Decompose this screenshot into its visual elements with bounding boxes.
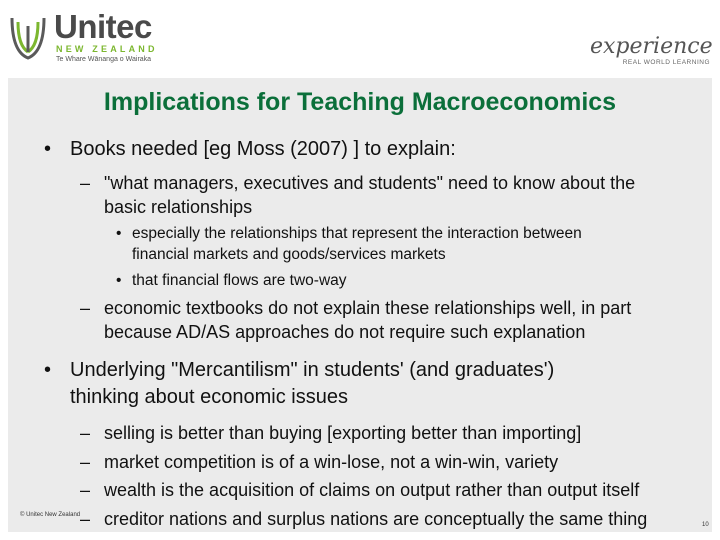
bullet-marker: • (116, 272, 122, 289)
subsub-especially-cont: financial markets and goods/services markets (132, 246, 446, 263)
bullet-mercantilism: Underlying "Mercantilism" in students' (and graduates') (70, 359, 555, 381)
dash-marker: – (80, 298, 91, 318)
subsub-two-way: that financial flows are two-way (132, 272, 347, 289)
subbullet-what-managers-cont: basic relationships (104, 197, 253, 217)
subbullet-textbooks-cont: because AD/AS approaches do not require such explanation (104, 322, 586, 342)
unitec-logo (8, 8, 168, 68)
dash-marker: – (80, 173, 91, 193)
dash-marker: – (80, 452, 91, 472)
bullet-marker: • (44, 359, 52, 381)
tagline-sub: REAL WORLD LEARNING (622, 59, 710, 66)
logo-country: NEW ZEALAND (56, 44, 158, 54)
subbullet-wealth: wealth is the acquisition of claims on output rather than output itself (104, 480, 640, 500)
slide-header (0, 0, 720, 78)
bullet-marker: • (44, 138, 52, 160)
footer-copyright: © Unitec New Zealand (20, 512, 81, 518)
dash-marker: – (80, 423, 91, 443)
logo-name: Unitec (54, 8, 152, 45)
logo-motto: Te Whare Wānanga o Wairaka (56, 56, 152, 63)
page-number: 10 (702, 522, 709, 528)
bullet-books: Books needed [eg Moss (2007) ] to explain: (70, 138, 456, 160)
subbullet-creditor-nations: creditor nations and surplus nations are conceptually the same thing (104, 509, 648, 529)
subbullet-textbooks: economic textbooks do not explain these relationships well, in part (104, 298, 632, 318)
dash-marker: – (80, 509, 91, 529)
subbullet-competition: market competition is of a win-lose, not a win-win, variety (104, 452, 559, 472)
slide-title: Implications for Teaching Macroeconomics (103, 88, 617, 116)
bullet-mercantilism-cont: thinking about economic issues (70, 386, 348, 408)
unitec-leaf-icon (8, 12, 48, 62)
subbullet-selling: selling is better than buying [exporting better than importing] (104, 423, 582, 443)
experience-tagline (590, 34, 713, 70)
subbullet-what-managers: "what managers, executives and students" need to know about the (104, 173, 636, 193)
tagline-word: experience (590, 34, 713, 59)
subsub-especially: especially the relationships that represent the interaction between (132, 225, 582, 242)
bullet-marker: • (116, 225, 122, 242)
dash-marker: – (80, 480, 91, 500)
